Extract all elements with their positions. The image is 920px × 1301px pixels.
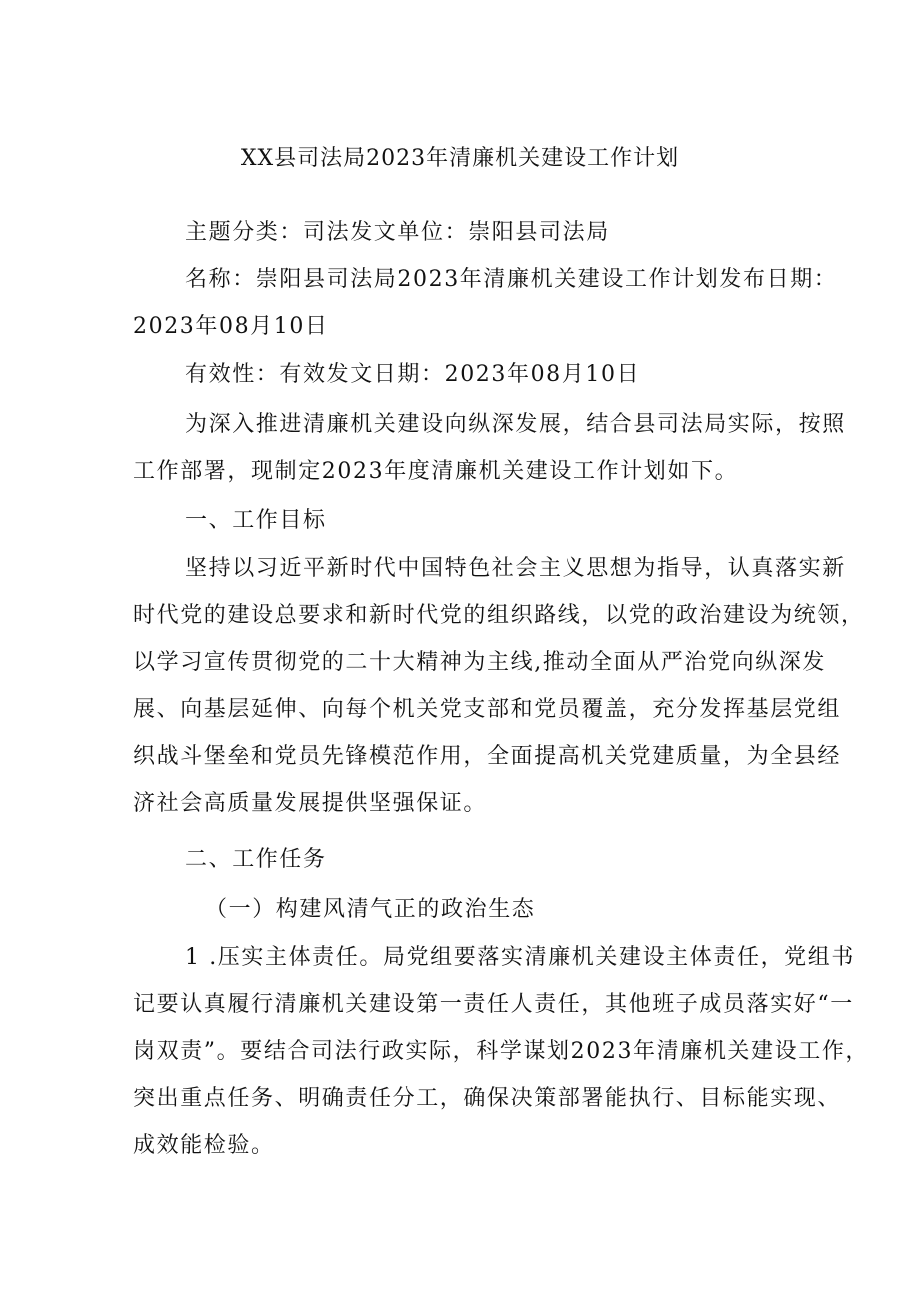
meta-category-line: 主题分类：司法发文单位：崇阳县司法局 xyxy=(185,220,610,245)
document-title: XX县司法局2023年清廉机关建设工作计划 xyxy=(240,146,680,171)
intro-paragraph: 为深入推进清廉机关建设向纵深发展，结合县司法局实际，按照 工作部署，现制定2023年度清廉机关建设工作计划如下。 xyxy=(133,412,846,484)
section2-sub1-heading: （一）构建风清气正的政治生态 xyxy=(205,897,536,922)
meta-name-line: 名称：崇阳县司法局2023年清廉机关建设工作计划发布日期： xyxy=(185,267,838,292)
section1-heading: 一、工作目标 xyxy=(185,508,327,533)
meta-publish-date: 2023年08月10日 xyxy=(133,314,329,339)
section2-item1-paragraph: 1 .压实主体责任。局党组要落实清廉机关建设主体责任，党组书 记要认真履行清廉机关建设第一责任人责任，其他班子成员落实好“一 岗双责”。要结合司法行政实际，科学谋划2023年清廉机关建设工作， 突出重点任务、明确责任分工，确保决策部署能执行、目标能实现、 成效能检验。 xyxy=(133,945,870,1158)
section1-paragraph: 坚持以习近平新时代中国特色社会主义思想为指导，认真落实新 时代党的建设总要求和新时代党的组织路线，以党的政治建设为统领， 以学习宣传贯彻党的二十大精神为主线,推动全面从严治党向纵深发 展、向基层延伸、向每个机关党支部和党员覆盖，充分发挥基层党组 织战斗堡垒和党员先锋模范作用，全面提高机关党建质量，为全县经 济社会高质量发展提供坚强保证。 xyxy=(133,556,865,816)
section2-heading: 二、工作任务 xyxy=(185,847,327,872)
meta-name-block xyxy=(133,256,838,350)
meta-validity-line: 有效性：有效发文日期：2023年08月10日 xyxy=(185,362,641,387)
